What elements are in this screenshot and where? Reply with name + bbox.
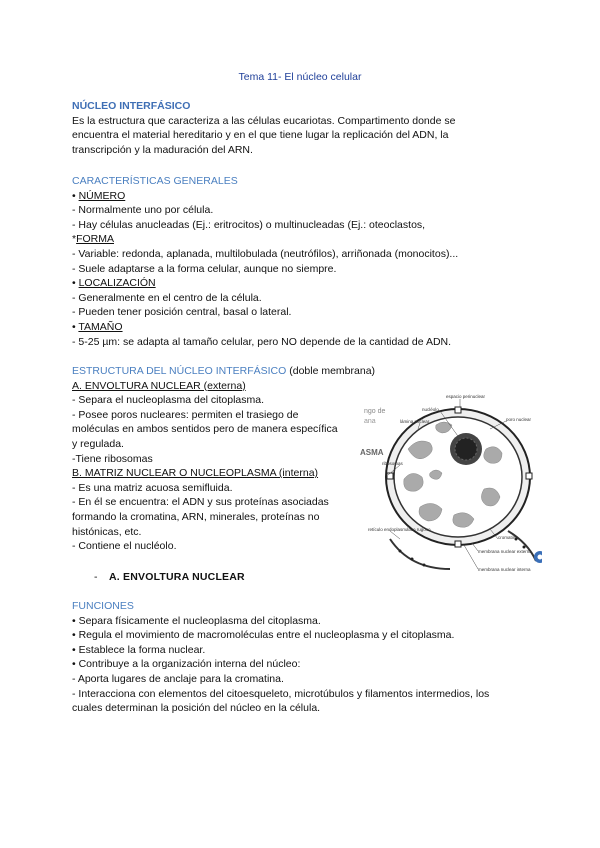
localizacion-item: • LOCALIZACIÓN	[72, 277, 156, 290]
section-heading-row	[72, 364, 532, 379]
list-item: - Suele adaptarse a la forma celular, aunque no siempre.	[72, 262, 337, 275]
list-item: - Hay células anucleadas (Ej.: eritrocitos) o multinucleadas (Ej.: oteoclastos,	[72, 218, 426, 231]
label-ribosomas: ribosomas	[382, 461, 403, 466]
paragraph-line: transcripción y la maduración del ARN.	[72, 143, 253, 156]
list-item: • Regula el movimiento de macromoléculas entre el nucleoplasma y el citoplasma.	[72, 629, 455, 642]
list-item: • Contribuye a la organización interna del núcleo:	[72, 658, 301, 671]
list-item: formando la cromatina, ARN, minerales, proteínas no	[72, 510, 320, 523]
forma-item: *FORMA	[72, 233, 115, 246]
list-item: - Contiene el nucléolo.	[72, 540, 177, 553]
label-espacio-perinuclear: espacio perinuclear	[446, 394, 486, 399]
heading-note: (doble membrana)	[289, 365, 376, 377]
numero-label: NÚMERO	[78, 189, 126, 202]
section-heading: CARACTERÍSTICAS GENERALES	[72, 175, 238, 187]
list-item: - 5-25 µm: se adapta al tamaño celular, pero NO depende de la cantidad de ADN.	[72, 335, 452, 348]
forma-label: FORMA	[76, 233, 115, 246]
list-item: - Posee poros nucleares: permiten el trasiego de	[72, 408, 299, 421]
list-item: - Normalmente uno por célula.	[72, 204, 214, 217]
list-item: - En él se encuentra: el ADN y sus proteínas asociadas	[72, 496, 329, 509]
list-item: y regulada.	[72, 437, 124, 450]
tamano-item: • TAMAÑO	[72, 320, 123, 333]
matriz-label: B. MATRIZ NUCLEAR O NUCLEOPLASMA (interna)	[72, 467, 319, 480]
localizacion-label: LOCALIZACIÓN	[78, 277, 156, 290]
nucleus-diagram	[360, 389, 542, 579]
label-lamina-nuclear: lámina nuclear	[400, 419, 430, 424]
envoltura-label: A. ENVOLTURA NUCLEAR (externa)	[72, 379, 246, 392]
figure-label-left3: ASMA	[360, 448, 384, 457]
label-poro-nuclear: poro nuclear	[506, 417, 532, 422]
label-membrana-interna: membrana nuclear interna	[478, 567, 531, 572]
list-item: -Tiene ribosomas	[72, 452, 153, 465]
list-item: - Aporta lugares de anclaje para la cromatina.	[72, 672, 284, 685]
figure-label-left2: ana	[364, 418, 376, 425]
list-item: moléculas en ambos sentidos pero de manera específica	[72, 423, 338, 436]
list-item: - Pueden tener posición central, basal o lateral.	[72, 306, 292, 319]
section-caracteristicas	[72, 174, 532, 349]
section-nucleo-interfasico	[72, 99, 532, 157]
page-title: Tema 11- El núcleo celular	[238, 71, 362, 83]
list-item: - Interacciona con elementos del citoesqueleto, microtúbulos y filamentos intermedios, los	[72, 687, 490, 700]
list-item: histónicas, etc.	[72, 525, 142, 538]
paragraph-line: encuentra el material hereditario y en el que tiene lugar la replicación del ADN, la	[72, 129, 449, 142]
label-membrana-externa: membrana nuclear externa	[478, 549, 532, 554]
label-cromatina: cromatina	[498, 535, 518, 540]
label-reticulo: retículo endoplasmático rugoso	[368, 527, 431, 532]
sub-item-dash: -	[94, 571, 98, 583]
list-item: - Generalmente en el centro de la célula.	[72, 291, 262, 304]
section-heading: FUNCIONES	[72, 600, 134, 612]
tamano-label: TAMAÑO	[78, 320, 123, 333]
list-item: • Establece la forma nuclear.	[72, 643, 206, 656]
paragraph-line: Es la estructura que caracteriza a las células eucariotas. Compartimento donde se	[72, 114, 456, 127]
list-item: cuales determinan la posición del núcleo en la célula.	[72, 702, 321, 715]
numero-item: • NÚMERO	[72, 189, 126, 202]
list-item: - Separa el nucleoplasma del citoplasma.	[72, 394, 265, 407]
section-heading: ESTRUCTURA DEL NÚCLEO INTERFÁSICO	[72, 365, 287, 377]
section-heading: NÚCLEO INTERFÁSICO	[72, 100, 191, 112]
section-funciones	[72, 599, 532, 716]
list-item: • Separa físicamente el nucleoplasma del citoplasma.	[72, 614, 321, 627]
sub-item-envoltura	[94, 571, 245, 583]
figure-label-left1: ngo de	[364, 408, 386, 415]
list-item: - Es una matriz acuosa semifluida.	[72, 481, 233, 494]
list-item: - Variable: redonda, aplanada, multilobulada (neutrófilos), arriñonada (monocitos)...	[72, 247, 459, 260]
sub-item-label: A. ENVOLTURA NUCLEAR	[109, 571, 245, 583]
label-nucleolo: nucléolo	[422, 407, 439, 412]
